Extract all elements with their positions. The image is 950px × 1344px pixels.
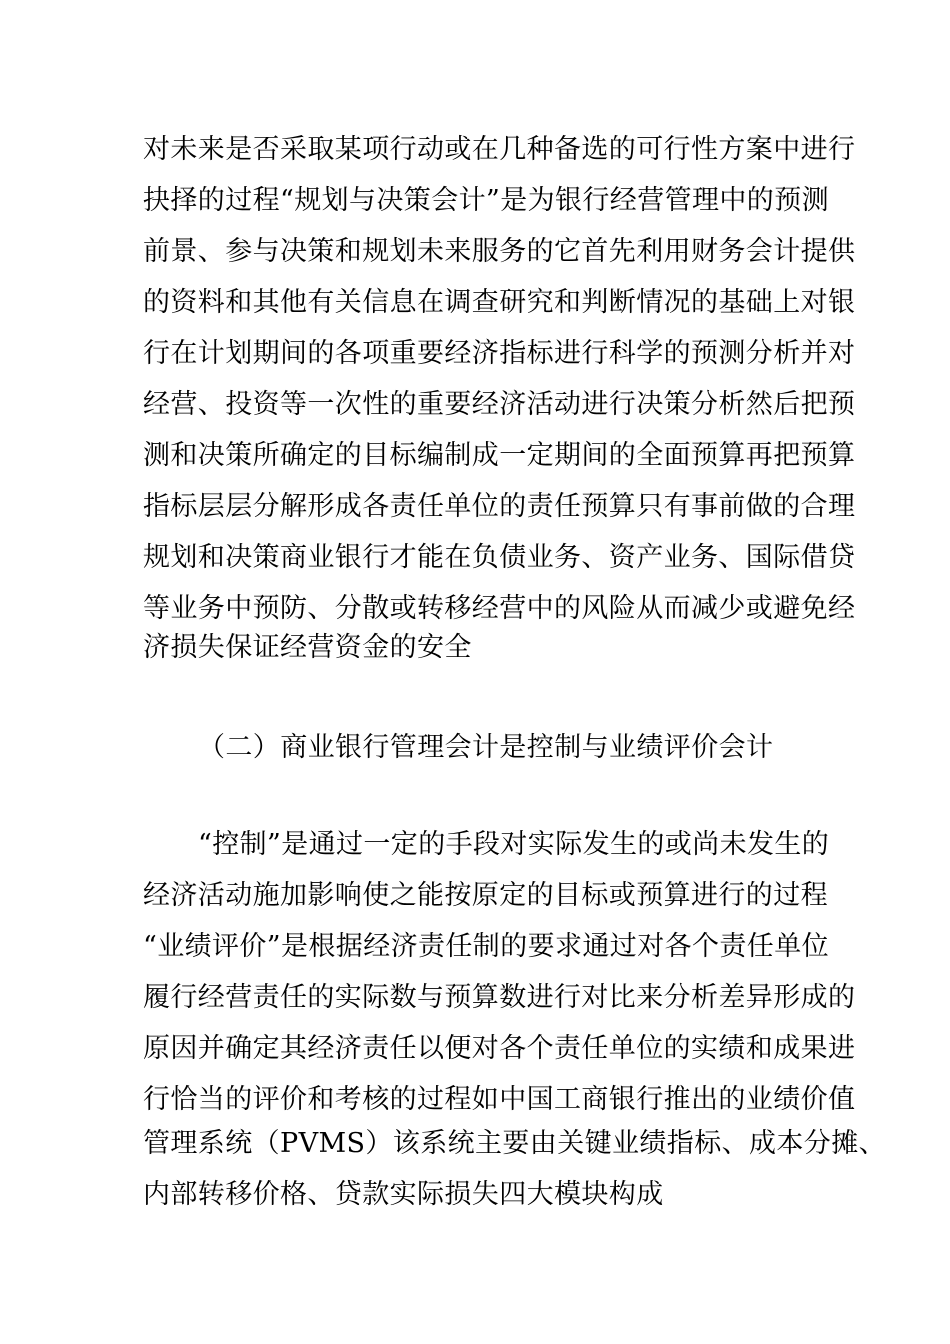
- paragraph-1-line-1: 对未来是否采取某项行动或在几种备选的可行性方案中进行: [143, 134, 856, 165]
- paragraph-2-line-6: 行恰当的评价和考核的过程如中国工商银行推出的业绩价值: [143, 1084, 856, 1115]
- paragraph-1-line-5: 行在计划期间的各项重要经济指标进行科学的预测分析并对: [143, 338, 856, 369]
- paragraph-2-line-8: 内部转移价格、贷款实际损失四大模块构成: [143, 1179, 664, 1210]
- paragraph-2-line-5: 原因并确定其经济责任以便对各个责任单位的实绩和成果进: [143, 1033, 856, 1064]
- paragraph-2-line-1: “控制”是通过一定的手段对实际发生的或尚未发生的: [198, 829, 830, 860]
- paragraph-2-line-3: “业绩评价”是根据经济责任制的要求通过对各个责任单位: [143, 931, 830, 962]
- paragraph-1-line-9: 规划和决策商业银行才能在负债业务、资产业务、国际借贷: [143, 542, 856, 573]
- paragraph-2-line-4: 履行经营责任的实际数与预算数进行对比来分析差异形成的: [143, 982, 856, 1013]
- paragraph-2-line-2: 经济活动施加影响使之能按原定的目标或预算进行的过程: [143, 880, 828, 911]
- paragraph-1-line-3: 前景、参与决策和规划未来服务的它首先利用财务会计提供: [143, 236, 856, 267]
- paragraph-1-line-7: 测和决策所确定的目标编制成一定期间的全面预算再把预算: [143, 440, 856, 471]
- paragraph-1-line-10: 等业务中预防、分散或转移经营中的风险从而减少或避免经: [143, 593, 856, 624]
- paragraph-1-line-6: 经营、投资等一次性的重要经济活动进行决策分析然后把预: [143, 389, 856, 420]
- paragraph-2-line-7: 管理系统（PVMS）该系统主要由关键业绩指标、成本分摊、: [143, 1128, 887, 1159]
- paragraph-1-line-2: 抉择的过程“规划与决策会计”是为银行经营管理中的预测: [143, 185, 830, 216]
- paragraph-1-line-8: 指标层层分解形成各责任单位的责任预算只有事前做的合理: [143, 491, 856, 522]
- paragraph-1-line-4: 的资料和其他有关信息在调查研究和判断情况的基础上对银: [143, 287, 856, 318]
- paragraph-1-line-11: 济损失保证经营资金的安全: [143, 632, 472, 663]
- section-heading: （二）商业银行管理会计是控制与业绩评价会计: [198, 732, 774, 763]
